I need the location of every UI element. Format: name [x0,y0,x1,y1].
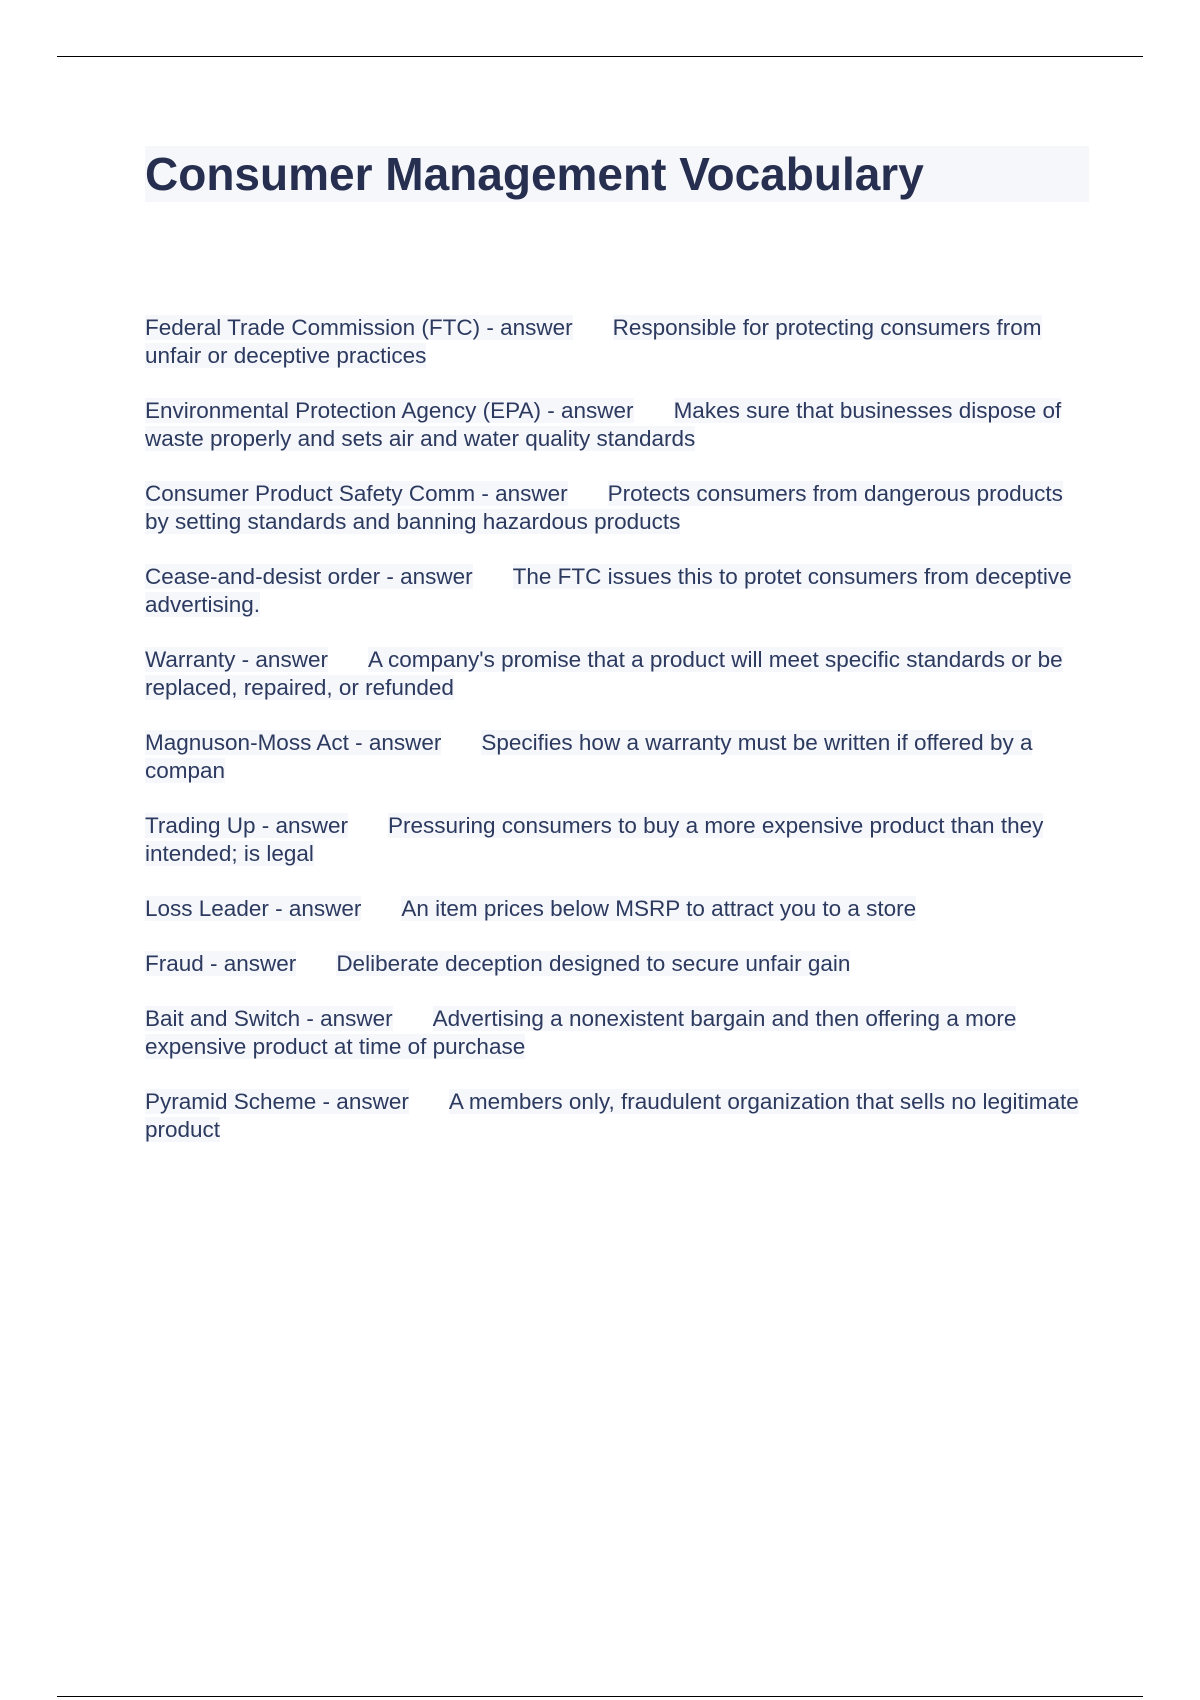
page-title: Consumer Management Vocabulary [145,148,924,200]
entry-definition: A members only, fraudulent organization that sells no legitimate product [145,1089,1079,1142]
entry-term: Federal Trade Commission (FTC) - answer [145,315,573,340]
entry-definition: Pressuring consumers to buy a more expensive product than they intended; is legal [145,813,1044,866]
entry-term: Bait and Switch - answer [145,1006,393,1031]
entry-definition: Protects consumers from dangerous products by setting standards and banning hazardous products [145,481,1063,534]
vocabulary-entry [145,480,1090,536]
entry-definition: Makes sure that businesses dispose of waste properly and sets air and water quality standards [145,398,1062,451]
entry-definition: Advertising a nonexistent bargain and then offering a more expensive product at time of purchase [145,1006,1017,1059]
entry-term: Warranty - answer [145,647,328,672]
vocabulary-entry [145,729,1090,785]
entry-term: Environmental Protection Agency (EPA) - answer [145,398,634,423]
entry-term: Trading Up - answer [145,813,348,838]
vocabulary-list [145,314,1090,1171]
footer-divider [57,1696,1143,1697]
vocabulary-entry [145,563,1090,619]
header-divider [57,56,1143,57]
entry-term: Pyramid Scheme - answer [145,1089,409,1114]
entry-definition: Responsible for protecting consumers from unfair or deceptive practices [145,315,1042,368]
entry-term: Fraud - answer [145,951,297,976]
vocabulary-entry [145,397,1090,453]
vocabulary-entry [145,950,1090,978]
entry-definition: An item prices below MSRP to attract you to a store [401,896,917,921]
vocabulary-entry [145,1005,1090,1061]
vocabulary-entry [145,895,1090,923]
vocabulary-entry [145,314,1090,370]
vocabulary-entry [145,646,1090,702]
entry-definition: Deliberate deception designed to secure unfair gain [336,951,851,976]
entry-definition: A company's promise that a product will meet specific standards or be replaced, repaired, or refunded [145,647,1063,700]
vocabulary-entry [145,1088,1090,1144]
vocabulary-entry [145,812,1090,868]
entry-term: Loss Leader - answer [145,896,362,921]
entry-definition: The FTC issues this to protet consumers from deceptive advertising. [145,564,1072,617]
entry-term: Cease-and-desist order - answer [145,564,473,589]
entry-definition: Specifies how a warranty must be written if offered by a compan [145,730,1033,783]
entry-term: Consumer Product Safety Comm - answer [145,481,568,506]
entry-term: Magnuson-Moss Act - answer [145,730,442,755]
